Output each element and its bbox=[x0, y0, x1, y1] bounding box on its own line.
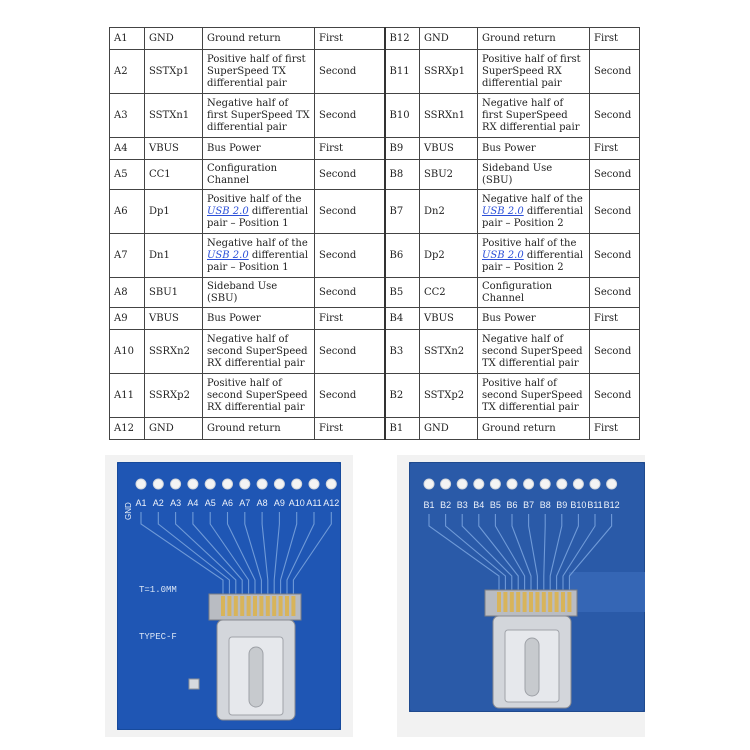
connector-pin bbox=[227, 596, 231, 616]
pin-b-number: B5 bbox=[385, 278, 420, 308]
pin-b-mating: First bbox=[590, 308, 640, 330]
pin-row bbox=[110, 190, 640, 234]
pad-label: B9 bbox=[556, 500, 568, 510]
solder-pad bbox=[607, 479, 617, 489]
pad-label: A9 bbox=[273, 498, 285, 508]
pin-a-number: A4 bbox=[110, 138, 145, 160]
pin-b-number: B2 bbox=[385, 374, 420, 418]
pin-b-description: Bus Power bbox=[478, 138, 590, 160]
usb-2-0-link[interactable]: USB 2.0 bbox=[207, 205, 249, 217]
connector-tongue bbox=[249, 647, 263, 707]
pin-a-mating: Second bbox=[315, 374, 385, 418]
usb-2-0-link[interactable]: USB 2.0 bbox=[207, 249, 249, 261]
pin-a-mating: First bbox=[315, 28, 385, 50]
pin-b-number: B4 bbox=[385, 308, 420, 330]
solder-pad bbox=[188, 479, 198, 489]
usb-2-0-link[interactable]: USB 2.0 bbox=[482, 249, 524, 261]
pin-b-mating: Second bbox=[590, 278, 640, 308]
pad-label: B10 bbox=[570, 500, 587, 510]
pin-row bbox=[110, 234, 640, 278]
pin-row bbox=[110, 160, 640, 190]
pin-b-number: B10 bbox=[385, 94, 420, 138]
solder-pad bbox=[292, 479, 302, 489]
solder-pad bbox=[205, 479, 215, 489]
pin-a-signal bbox=[145, 308, 203, 330]
mount-pad-left bbox=[189, 679, 199, 689]
solder-pad bbox=[240, 479, 250, 489]
pad-label: A4 bbox=[187, 498, 199, 508]
pin-b-description: Ground return bbox=[478, 28, 590, 50]
connector-pin bbox=[516, 592, 520, 612]
connector-pin bbox=[279, 596, 283, 616]
connector-pin bbox=[221, 596, 225, 616]
pin-b-signal: SSRXn1 bbox=[420, 94, 478, 138]
connector-pin bbox=[266, 596, 270, 616]
connector-pin bbox=[247, 596, 251, 616]
connector-pin bbox=[240, 596, 244, 616]
pin-row bbox=[110, 330, 640, 374]
signal-text: VBUS bbox=[424, 312, 454, 324]
pin-b-number: B3 bbox=[385, 330, 420, 374]
pin-b-number: B9 bbox=[385, 138, 420, 160]
desc-pre: Positive half of the bbox=[482, 237, 577, 249]
connector-pin bbox=[503, 592, 507, 612]
desc-post: differential pair – Position 2 bbox=[482, 249, 584, 273]
pin-a-mating: Second bbox=[315, 278, 385, 308]
solder-pad bbox=[309, 479, 319, 489]
pin-b-signal: SBU2 bbox=[420, 160, 478, 190]
pin-b-description: Ground return bbox=[478, 418, 590, 440]
connector-pin bbox=[555, 592, 559, 612]
desc-pre: Positive half of the bbox=[207, 193, 302, 205]
connector-pin bbox=[529, 592, 533, 612]
usb-2-0-link[interactable]: USB 2.0 bbox=[482, 205, 524, 217]
connector-pin bbox=[291, 596, 295, 616]
pin-row bbox=[110, 138, 640, 160]
pad-label: A10 bbox=[288, 498, 305, 508]
pin-b-description: Positive half of second SuperSpeed TX differential pair bbox=[478, 374, 590, 418]
solder-pad bbox=[590, 479, 600, 489]
pad-label: A11 bbox=[306, 498, 322, 508]
pin-a-description: Positive half of second SuperSpeed RX differential pair bbox=[203, 374, 315, 418]
solder-pad bbox=[136, 479, 146, 489]
pin-a-description bbox=[203, 190, 315, 234]
pin-a-signal: SSTXp1 bbox=[145, 50, 203, 94]
connector-pin bbox=[535, 592, 539, 612]
pad-label: A8 bbox=[256, 498, 268, 508]
signal-text: VBUS bbox=[424, 142, 454, 154]
pin-a-mating: Second bbox=[315, 160, 385, 190]
pad-label: A12 bbox=[323, 498, 340, 508]
pin-a-number: A3 bbox=[110, 94, 145, 138]
pin-b-mating: Second bbox=[590, 190, 640, 234]
connector-pin bbox=[285, 596, 289, 616]
pin-a-signal: SBU1 bbox=[145, 278, 203, 308]
pin-b-description: Negative half of first SuperSpeed RX differential pair bbox=[478, 94, 590, 138]
pin-a-description: Negative half of first SuperSpeed TX differential pair bbox=[203, 94, 315, 138]
pin-b-signal bbox=[420, 138, 478, 160]
connector-pin bbox=[259, 596, 263, 616]
signal-text: VBUS bbox=[149, 312, 179, 324]
desc-post: differential pair – Position 1 bbox=[207, 205, 309, 229]
pin-b-mating: Second bbox=[590, 374, 640, 418]
connector-pin bbox=[542, 592, 546, 612]
pin-a-mating: Second bbox=[315, 330, 385, 374]
board-a-pcb bbox=[117, 462, 341, 730]
pad-label: B8 bbox=[539, 500, 551, 510]
pad-label: A5 bbox=[204, 498, 216, 508]
pin-row bbox=[110, 418, 640, 440]
pin-a-mating: Second bbox=[315, 234, 385, 278]
board-b-pcb bbox=[409, 462, 645, 712]
solder-pad bbox=[557, 479, 567, 489]
pin-b-mating: First bbox=[590, 138, 640, 160]
pin-a-number: A1 bbox=[110, 28, 145, 50]
pin-b-signal: CC2 bbox=[420, 278, 478, 308]
pin-b-description: Negative half of second SuperSpeed TX differential pair bbox=[478, 330, 590, 374]
pin-b-number: B6 bbox=[385, 234, 420, 278]
pin-b-signal: SSTXn2 bbox=[420, 330, 478, 374]
pin-a-number: A8 bbox=[110, 278, 145, 308]
pad-label: B11 bbox=[587, 500, 603, 510]
pinout-table bbox=[109, 27, 640, 440]
pin-a-mating: First bbox=[315, 418, 385, 440]
pin-a-description: Bus Power bbox=[203, 138, 315, 160]
pin-row bbox=[110, 28, 640, 50]
solder-pad bbox=[573, 479, 583, 489]
connector-pin bbox=[253, 596, 257, 616]
pinout-body bbox=[110, 28, 640, 440]
pin-b-signal: GND bbox=[420, 418, 478, 440]
copper-pour bbox=[569, 572, 645, 612]
pad-label: B12 bbox=[603, 500, 620, 510]
pin-a-number: A6 bbox=[110, 190, 145, 234]
pad-label: B3 bbox=[456, 500, 468, 510]
pin-a-signal: GND bbox=[145, 418, 203, 440]
solder-pad bbox=[540, 479, 550, 489]
pad-label: B7 bbox=[523, 500, 535, 510]
pin-a-mating: Second bbox=[315, 94, 385, 138]
pin-a-number: A9 bbox=[110, 308, 145, 330]
pin-a-mating: First bbox=[315, 138, 385, 160]
pin-b-signal: Dn2 bbox=[420, 190, 478, 234]
pin-b-mating: First bbox=[590, 418, 640, 440]
pad-label: B6 bbox=[506, 500, 518, 510]
solder-pad bbox=[223, 479, 233, 489]
silk-text-thickness: T=1.0MM bbox=[139, 585, 177, 595]
connector-tongue bbox=[525, 638, 539, 696]
pin-a-number: A10 bbox=[110, 330, 145, 374]
pin-b-mating: Second bbox=[590, 160, 640, 190]
connector-pin bbox=[234, 596, 238, 616]
pin-row bbox=[110, 50, 640, 94]
pin-a-signal: SSRXp2 bbox=[145, 374, 203, 418]
solder-pad bbox=[424, 479, 434, 489]
pin-b-signal bbox=[420, 308, 478, 330]
pin-b-description bbox=[478, 190, 590, 234]
pin-a-signal: SSRXn2 bbox=[145, 330, 203, 374]
solder-pad bbox=[524, 479, 534, 489]
board-a-photo bbox=[105, 455, 353, 737]
desc-post: differential pair – Position 2 bbox=[482, 205, 584, 229]
pin-a-signal: GND bbox=[145, 28, 203, 50]
pin-a-number: A5 bbox=[110, 160, 145, 190]
pin-b-mating: First bbox=[590, 28, 640, 50]
connector-pin bbox=[510, 592, 514, 612]
pin-a-number: A12 bbox=[110, 418, 145, 440]
connector-pin bbox=[567, 592, 571, 612]
pin-a-signal bbox=[145, 138, 203, 160]
pin-b-number: B12 bbox=[385, 28, 420, 50]
pad-label: B4 bbox=[473, 500, 485, 510]
desc-pre: Negative half of the bbox=[482, 193, 583, 205]
pin-b-description bbox=[478, 234, 590, 278]
pin-a-description: Bus Power bbox=[203, 308, 315, 330]
pin-b-mating: Second bbox=[590, 94, 640, 138]
connector-pin bbox=[272, 596, 276, 616]
pin-a-description: Configuration Channel bbox=[203, 160, 315, 190]
pin-row bbox=[110, 278, 640, 308]
usb-c-connector bbox=[485, 590, 577, 708]
pin-a-description: Ground return bbox=[203, 418, 315, 440]
pin-row bbox=[110, 308, 640, 330]
solder-pad bbox=[153, 479, 163, 489]
desc-post: differential pair – Position 1 bbox=[207, 249, 309, 273]
pin-b-number: B8 bbox=[385, 160, 420, 190]
pin-a-signal: SSTXn1 bbox=[145, 94, 203, 138]
pin-a-mating: First bbox=[315, 308, 385, 330]
pin-b-signal: GND bbox=[420, 28, 478, 50]
pin-row bbox=[110, 374, 640, 418]
pin-a-signal: Dp1 bbox=[145, 190, 203, 234]
pin-a-description: Positive half of first SuperSpeed TX differential pair bbox=[203, 50, 315, 94]
pad-label: A6 bbox=[221, 498, 234, 508]
pin-b-number: B1 bbox=[385, 418, 420, 440]
pin-row bbox=[110, 94, 640, 138]
pin-b-number: B11 bbox=[385, 50, 420, 94]
pin-b-signal: SSTXp2 bbox=[420, 374, 478, 418]
silk-text-typec: TYPEC-F bbox=[139, 632, 177, 642]
pad-label: B5 bbox=[489, 500, 501, 510]
solder-pad bbox=[441, 479, 451, 489]
side-gnd-label: GND bbox=[124, 502, 133, 520]
connector-pin bbox=[548, 592, 552, 612]
board-b-photo bbox=[397, 455, 645, 737]
connector-pin bbox=[561, 592, 565, 612]
pin-a-signal: Dn1 bbox=[145, 234, 203, 278]
pad-label: A1 bbox=[135, 498, 147, 508]
solder-pad bbox=[257, 479, 267, 489]
pin-a-description: Sideband Use (SBU) bbox=[203, 278, 315, 308]
pin-a-description: Negative half of second SuperSpeed RX differential pair bbox=[203, 330, 315, 374]
pad-label: A3 bbox=[170, 498, 182, 508]
solder-pad bbox=[490, 479, 500, 489]
pin-b-description: Sideband Use (SBU) bbox=[478, 160, 590, 190]
solder-pad bbox=[474, 479, 484, 489]
solder-pad bbox=[326, 479, 336, 489]
signal-text: VBUS bbox=[149, 142, 179, 154]
pad-label: B1 bbox=[423, 500, 435, 510]
solder-pad bbox=[171, 479, 181, 489]
pad-label: B2 bbox=[440, 500, 452, 510]
pin-a-mating: Second bbox=[315, 50, 385, 94]
pin-a-number: A7 bbox=[110, 234, 145, 278]
pin-a-number: A11 bbox=[110, 374, 145, 418]
pin-b-number: B7 bbox=[385, 190, 420, 234]
connector-pin bbox=[523, 592, 527, 612]
pin-b-signal: SSRXp1 bbox=[420, 50, 478, 94]
solder-pad bbox=[274, 479, 284, 489]
pin-b-mating: Second bbox=[590, 234, 640, 278]
solder-pad bbox=[507, 479, 517, 489]
pad-label: A7 bbox=[239, 498, 251, 508]
pin-a-description: Ground return bbox=[203, 28, 315, 50]
desc-pre: Negative half of the bbox=[207, 237, 308, 249]
solder-pad bbox=[457, 479, 467, 489]
pin-a-signal: CC1 bbox=[145, 160, 203, 190]
pin-b-description: Positive half of first SuperSpeed RX differential pair bbox=[478, 50, 590, 94]
pin-b-description: Bus Power bbox=[478, 308, 590, 330]
pin-a-number: A2 bbox=[110, 50, 145, 94]
pin-b-mating: Second bbox=[590, 50, 640, 94]
pin-a-description bbox=[203, 234, 315, 278]
pin-b-signal: Dp2 bbox=[420, 234, 478, 278]
pad-label: A2 bbox=[152, 498, 164, 508]
connector-pin bbox=[497, 592, 501, 612]
pin-b-mating: Second bbox=[590, 330, 640, 374]
pin-a-mating: Second bbox=[315, 190, 385, 234]
pin-b-description: Configuration Channel bbox=[478, 278, 590, 308]
